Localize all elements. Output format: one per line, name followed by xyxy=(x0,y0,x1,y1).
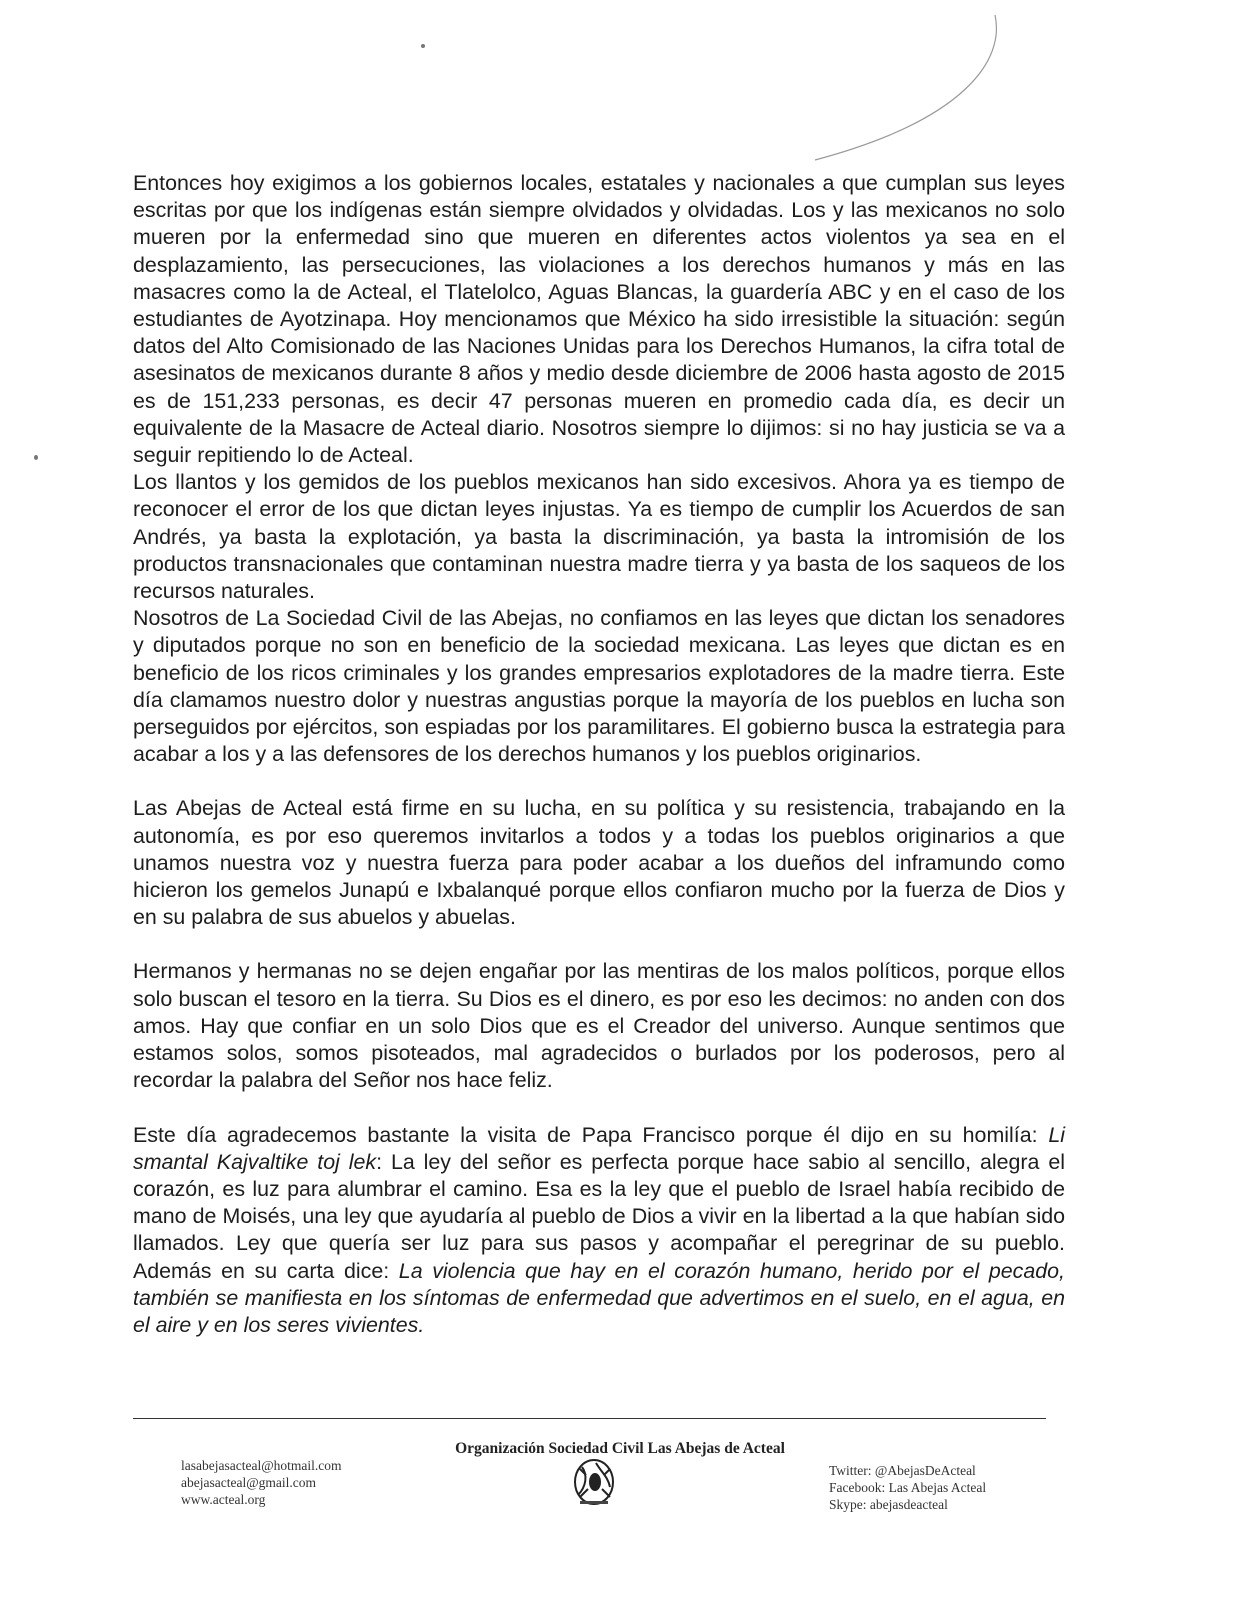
paragraph: Los llantos y los gemidos de los pueblos mexicanos han sido excesivos. Ahora ya es tiempo de reconocer el error de los que dictan leyes injustas. Ya es tiempo de cumplir los Acuerdos de san Andrés, ya basta la explotación, ya basta la discriminación, ya basta la intromisión de los productos transnacionales que contaminan nuestra madre tierra y ya basta de los saqueos de los recursos naturales. xyxy=(133,470,1065,604)
decorative-corner-curve xyxy=(805,10,1020,170)
skype-id[interactable]: Skype: abejasdeacteal xyxy=(829,1497,948,1512)
paragraph: Las Abejas de Acteal está firme en su lucha, en su política y su resistencia, trabajando en la autonomía, es por eso queremos invitarlos a todos y a todas los pueblos originarios a que unamos nuestra voz y nuestra fuerza para poder acabar a los dueños del inframundo como hicieron los gemelos Junapú e Ixbalanqué porque ellos confiaron mucho por la fuerza de Dios y en su palabra de sus abuelos y abuelas. xyxy=(133,796,1065,930)
paragraph: Entonces hoy exigimos a los gobiernos locales, estatales y nacionales a que cumplan sus leyes escritas por que los indígenas están siempre olvidados y olvidadas. Los y las mexicanos no solo mueren por la enfermedad sino que mueren en diferentes actos violentos ya sea en el desplazamiento, las persecuciones, las violaciones a los derechos humanos y más en las masacres como la de Acteal, el Tlatelolco, Aguas Blancas, la guardería ABC y en el caso de los estudiantes de Ayotzinapa. Hoy mencionamos que México ha sido irresistible la situación: según datos del Alto Comisionado de las Naciones Unidas para los Derechos Humanos, la cifra total de asesinatos de mexicanos durante 8 años y medio desde diciembre de 2006 hasta agosto de 2015 es de 151,233 personas, es decir 47 personas mueren en promedio cada día, es decir un equivalente de la Masacre de Acteal diario. Nosotros siempre lo dijimos: si no hay justicia se va a seguir repitiendo lo de Acteal. xyxy=(133,171,1065,468)
letter-body xyxy=(133,170,1065,1339)
paragraph: Nosotros de La Sociedad Civil de las Abejas, no confiamos en las leyes que dictan los senadores y diputados porque no son en beneficio de la sociedad mexicana. Las leyes que dictan es en beneficio de los ricos criminales y los grandes empresarios explotadores de la madre tierra. Este día clamamos nuestro dolor y nuestras angustias porque la mayoría de los pueblos en lucha son perseguidos por ejércitos, son espiadas por los paramilitares. El gobierno busca la estrategia para acabar a los y a las defensores de los derechos humanos y los pueblos originarios. xyxy=(133,606,1065,767)
homily-middle: : La ley del señor es perfecta porque hace sabio al sencillo, alegra el corazón, es luz para alumbrar el camino. Esa es la ley que el pueblo de Israel había recibido de mano de Moisés, una ley que ayudaría al pueblo de Dios a vivir en la libertad a la que habían sido llamados. Ley que quería ser luz para sus pasos y acompañar el peregrinar de su pueblo. Además en su carta dice: xyxy=(133,1149,1065,1283)
encyclical-quote: La violencia que hay en el corazón humano, herido por el pecado, también se manifiesta en los síntomas de enfermedad que advertimos en el suelo, en el agua, en el aire y en los seres vivientes. xyxy=(133,1258,1065,1337)
footer-divider xyxy=(133,1418,1046,1419)
paragraph-homily xyxy=(133,1122,1065,1340)
email-hotmail[interactable]: lasabejasacteal@hotmail.com xyxy=(181,1458,342,1473)
bee-logo-icon xyxy=(566,1455,622,1507)
contact-emails xyxy=(181,1457,342,1508)
paragraph: Hermanos y hermanas no se dejen engañar por las mentiras de los malos políticos, porque ellos solo buscan el tesoro en la tierra. Su Dios es el dinero, es por eso les decimos: no anden con dos amos. Hay que confiar en un solo Dios que es el Creador del universo. Aunque sentimos que estamos solos, somos pisoteados, mal agradecidos o burlados por los poderosos, pero al recordar la palabra del Señor nos hace feliz. xyxy=(133,959,1065,1093)
homily-intro: Este día agradecemos bastante la visita de Papa Francisco porque él dijo en su homilía: xyxy=(133,1122,1038,1147)
social-contacts xyxy=(829,1462,986,1513)
twitter-handle[interactable]: Twitter: @AbejasDeActeal xyxy=(829,1463,976,1478)
scan-speck xyxy=(34,455,38,460)
scan-speck xyxy=(421,44,425,48)
tsotsil-quote: Li smantal Kajvaltike toj lek xyxy=(133,1122,1065,1174)
email-gmail[interactable]: abejasacteal@gmail.com xyxy=(181,1475,316,1490)
website-link[interactable]: www.acteal.org xyxy=(181,1492,266,1507)
facebook-page[interactable]: Facebook: Las Abejas Acteal xyxy=(829,1480,987,1495)
organization-name: Organización Sociedad Civil Las Abejas de Acteal xyxy=(455,1440,785,1457)
